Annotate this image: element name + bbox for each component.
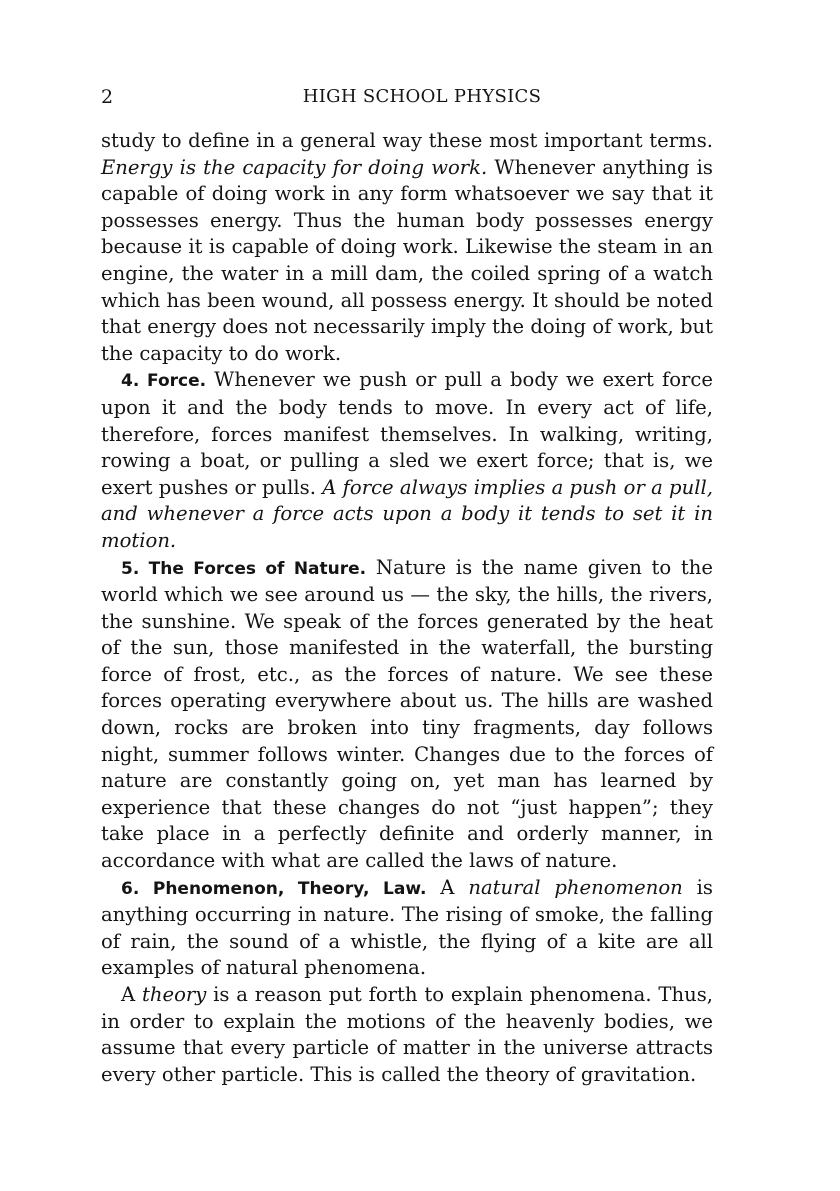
section-forces-of-nature: 5. The Forces of Nature. Nature is the name given to the world which we see around us — the sky, the hills, the rivers, the sunshine. We speak of the forces generated by the heat of the sun, those manifested in the waterfall, the bursting force of frost, etc., as the forces of nature. We see these forces operating everywhere about us. The hills are washed down, rocks are broken into tiny fragments, day follows night, summer follows winter. Changes due to the forces of nature are constantly going on, yet man has learned by experience that these changes do not “just happen”; they take place in a perfectly definite and orderly manner, in accordance with what are called the laws of nature. <box>101 555 713 873</box>
page-header <box>101 86 713 116</box>
page-number: 2 <box>101 86 114 108</box>
section-heading-phenomenon: 6. Phenomenon, Theory, Law. <box>121 878 427 899</box>
section-heading-forces-of-nature: 5. The Forces of Nature. <box>121 558 367 579</box>
term-theory: theory <box>141 983 207 1006</box>
section-force: 4. Force. Whenever we push or pull a body we exert force upon it and the body tends to move. In every act of life, therefore, forces manifest themselves. In walking, writing, rowing a boat, or pulling a sled we exert force; that is, we exert pushes or pulls. A force always implies a push or a pull, and whenever a force acts upon a body it tends to set it in motion. <box>101 368 713 552</box>
running-title: HIGH SCHOOL PHYSICS <box>302 86 542 107</box>
paragraph-theory: A theory is a reason put forth to explain phenomena. Thus, in order to explain the motions of the heavenly bodies, we assume that every particle of matter in the universe attracts every other particle. This is called the theory of gravitation. <box>101 983 713 1086</box>
paragraph-energy: study to define in a general way these most important terms. Energy is the capacity for doing work. Whenever anything is capable of doing work in any form whatsoever we say that it possesses energy. Thus the human body possesses energy because it is capable of doing work. Likewise the steam in an engine, the water in a mill dam, the coiled spring of a watch which has been wound, all possess energy. It should be noted that energy does not necessarily imply the doing of work, but the capacity to do work. <box>101 129 713 365</box>
section-heading-force: 4. Force. <box>121 371 207 392</box>
term-natural-phenomenon: natural phenomenon <box>468 875 683 899</box>
page-body <box>101 128 713 1088</box>
section-phenomenon: 6. Phenomenon, Theory, Law. A natural phenomenon is anything occurring in nature. The rising of smoke, the falling of rain, the sound of a whistle, the flying of a kite are all examples of natural phenomena. <box>101 875 713 980</box>
force-definition: A force always implies a push or a pull, and whenever a force acts upon a body it tends to set it in motion. <box>101 475 713 552</box>
energy-definition: Energy is the capacity for doing work. <box>101 155 488 179</box>
